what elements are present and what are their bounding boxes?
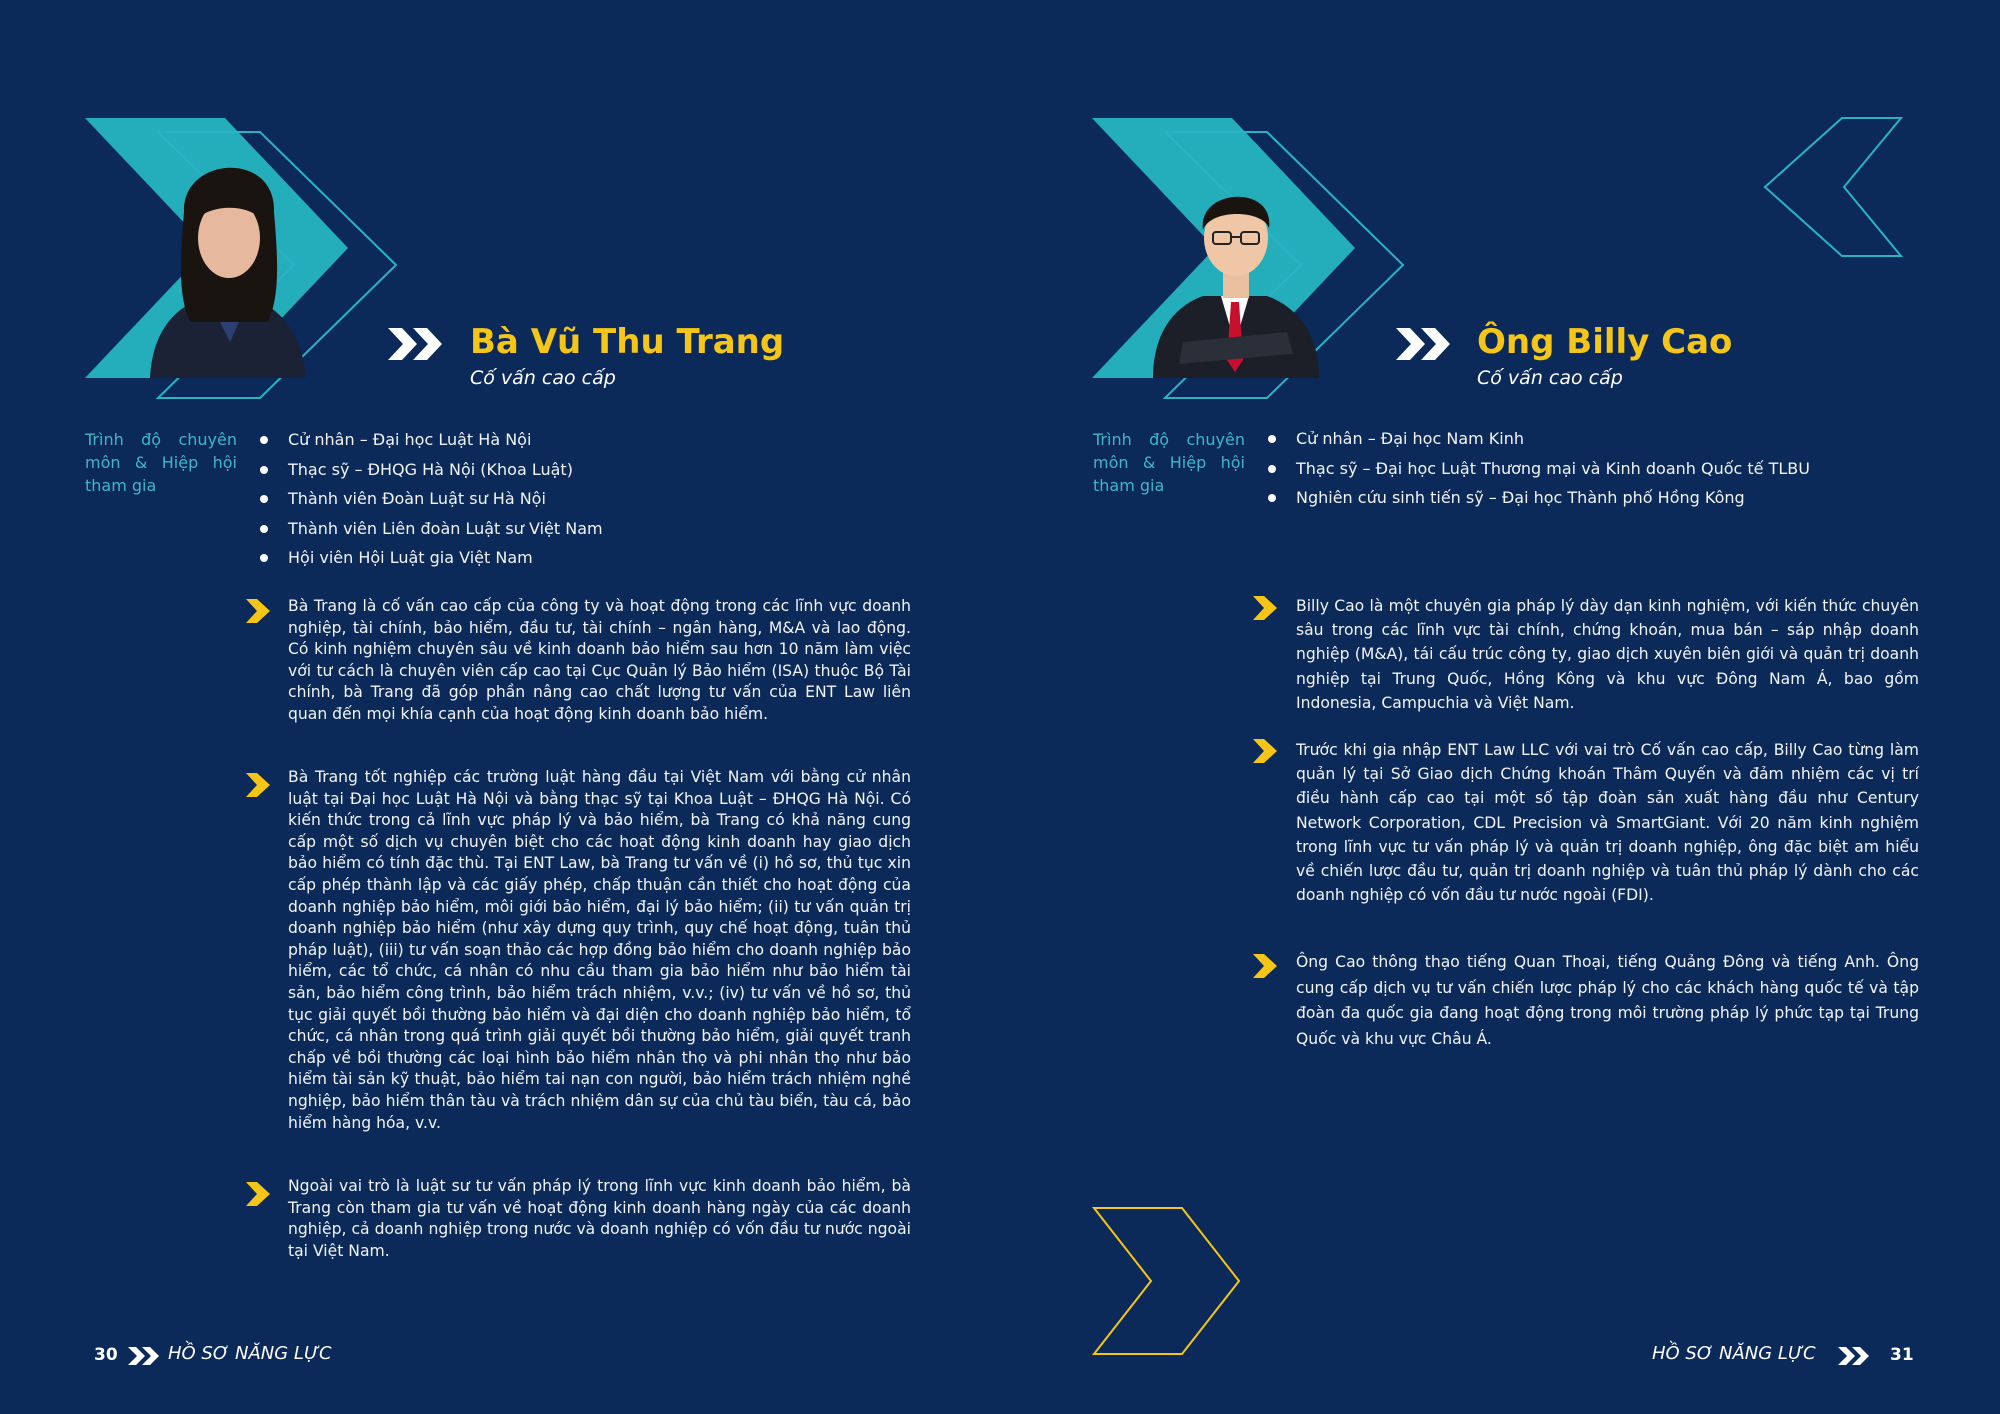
portrait-frame-right: [1087, 110, 1417, 410]
qualification-item: Nghiên cứu sinh tiến sỹ – Đại học Thành phố Hồng Kông: [1268, 483, 1810, 513]
qualification-item: Thạc sỹ – Đại học Luật Thương mại và Kinh doanh Quốc tế TLBU: [1268, 454, 1810, 484]
chevron-outline-yellow-icon: [1090, 1205, 1240, 1355]
portrait-frame-left: [80, 110, 410, 410]
qualification-item: Thành viên Đoàn Luật sư Hà Nội: [260, 484, 603, 514]
double-chevron-icon: [1838, 1347, 1872, 1365]
chevron-bullet-icon: [246, 598, 272, 624]
page-number-left: 30: [94, 1345, 118, 1365]
page-number-right: 31: [1890, 1345, 1914, 1365]
bio-paragraph-left-1: Bà Trang là cố vấn cao cấp của công ty và hoạt động trong các lĩnh vực doanh nghiệp, tài chính, bảo hiểm, đầu tư, tài chính – ngân hàng, M&A và lao động. Có kinh nghiệm chuyên sâu về kinh doanh bảo hiểm sau hơn 10 năm làm việc với tư cách là chuyên viên cấp cao tại Cục Quản lý Bảo hiểm (ISA) thuộc Bộ Tài chính, bà Trang đã góp phần nâng cao chất lượng tư vấn của ENT Law liên quan đến mọi khía cạnh của hoạt động kinh doanh bảo hiểm.: [288, 597, 911, 723]
qualification-item: Thạc sỹ – ĐHQG Hà Nội (Khoa Luật): [260, 455, 603, 485]
qualifications-label-left: Trình độ chuyên môn & Hiệp hội tham gia: [85, 430, 237, 495]
advisor-title-left: Cố vấn cao cấp: [470, 367, 616, 389]
advisor-title-right: Cố vấn cao cấp: [1477, 367, 1623, 389]
bio-paragraph-right-1: Billy Cao là một chuyên gia pháp lý dày dạn kinh nghiệm, với kiến thức chuyên sâu trong các lĩnh vực tài chính, chứng khoán, mua bán – sáp nhập doanh nghiệp (M&A), tái cấu trúc công ty, giao dịch xuyên biên giới và quản trị doanh nghiệp tại Trung Quốc, Hồng Kông và khu vực Đông Nam Á, bao gồm Indonesia, Campuchia và Việt Nam.: [1296, 597, 1919, 712]
chevron-bullet-icon: [246, 1181, 272, 1207]
chevron-bullet-icon: [1253, 953, 1279, 979]
footer-title-left: HỒ SƠ NĂNG LỰC: [168, 1343, 332, 1364]
qualification-item: Cử nhân – Đại học Nam Kinh: [1268, 424, 1810, 454]
double-chevron-icon: [1396, 328, 1458, 360]
double-chevron-icon: [388, 328, 450, 360]
bio-paragraph-left-2: Bà Trang tốt nghiệp các trường luật hàng đầu tại Việt Nam với bằng cử nhân luật tại Đại học Luật Hà Nội và bằng thạc sỹ tại Khoa Luật – ĐHQG Hà Nội. Có kiến thức trong cả lĩnh vực pháp lý và bảo hiểm, bà Trang có khả năng cung cấp một số dịch vụ chuyên biệt cho các hoạt động kinh doanh hay giao dịch bảo hiểm có tính đặc thù. Tại ENT Law, bà Trang tư vấn về (i) hồ sơ, thủ tục xin cấp phép thành lập và các giấy phép, chấp thuận cần thiết cho hoạt động của doanh nghiệp bảo hiểm, môi giới bảo hiểm, đại lý bảo hiểm; (ii) tư vấn quản trị doanh nghiệp bảo hiểm (như xây dựng quy trình, quy chế hoạt động, tuân thủ pháp luật), (iii) tư vấn soạn thảo các hợp đồng bảo hiểm cho doanh nghiệp bảo hiểm, các tổ chức, cá nhân có nhu cầu tham gia bảo hiểm như bảo hiểm tài sản, bảo hiểm công trình, bảo hiểm trách nhiệm, v.v.; (iv) tư vấn về hồ sơ, thủ tục giải quyết bồi thường bảo hiểm và đại diện cho doanh nghiệp bảo hiểm, tổ chức, cá nhân trong quá trình giải quyết bồi thường bảo hiểm, giải quyết tranh chấp về bồi thường các loại hình bảo hiểm nhân thọ và phi nhân thọ như bảo hiểm tài sản kỹ thuật, bảo hiểm tai nạn con người, bảo hiểm trách nhiệm nghề nghiệp, bảo hiểm thân tàu và trách nhiệm dân sự của chủ tàu biển, tàu cá, bảo hiểm hàng hóa, v.v.: [288, 768, 911, 1132]
qualifications-list-right: [1268, 424, 1810, 513]
bio-paragraph-right-3: Ông Cao thông thạo tiếng Quan Thoại, tiếng Quảng Đông và tiếng Anh. Ông cung cấp dịch vụ tư vấn chiến lược pháp lý cho các khách hàng quốc tế và tập đoàn đa quốc gia đang hoạt động trong môi trường pháp lý phức tạp tại Trung Quốc và khu vực Châu Á.: [1296, 953, 1919, 1049]
bio-paragraph-left-3: Ngoài vai trò là luật sư tư vấn pháp lý trong lĩnh vực kinh doanh bảo hiểm, bà Trang còn tham gia tư vấn về hoạt động kinh doanh hàng ngày của các doanh nghiệp, cả doanh nghiệp trong nước và doanh nghiệp có vốn đầu tư nước ngoài tại Việt Nam.: [288, 1177, 911, 1260]
double-chevron-icon: [128, 1347, 162, 1365]
qualifications-label-right: Trình độ chuyên môn & Hiệp hội tham gia: [1093, 430, 1245, 495]
advisor-name-left: Bà Vũ Thu Trang: [470, 322, 785, 362]
chevron-bullet-icon: [1253, 595, 1279, 621]
qualification-item: Hội viên Hội Luật gia Việt Nam: [260, 543, 603, 573]
footer-title-right: HỒ SƠ NĂNG LỰC: [1652, 1343, 1816, 1364]
advisor-name-right: Ông Billy Cao: [1477, 322, 1733, 362]
qualification-item: Cử nhân – Đại học Luật Hà Nội: [260, 425, 603, 455]
chevron-outline-left-icon: [1760, 115, 1910, 260]
chevron-bullet-icon: [246, 772, 272, 798]
bio-paragraph-right-2: Trước khi gia nhập ENT Law LLC với vai trò Cố vấn cao cấp, Billy Cao từng làm quản lý tại Sở Giao dịch Chứng khoán Thâm Quyến và đảm nhiệm các vị trí điều hành cấp cao tại một số tập đoàn sản xuất hàng đầu như Century Network Corporation, CDL Precision và SmartGiant. Với 20 năm kinh nghiệm trong lĩnh vực tư vấn pháp lý và quản trị doanh nghiệp, ông đặc biệt am hiểu về chiến lược đầu tư, quản trị doanh nghiệp và tuân thủ pháp lý dành cho các doanh nghiệp có vốn đầu tư nước ngoài (FDI).: [1296, 741, 1919, 905]
chevron-bullet-icon: [1253, 738, 1279, 764]
qualification-item: Thành viên Liên đoàn Luật sư Việt Nam: [260, 514, 603, 544]
qualifications-list-left: [260, 425, 603, 573]
